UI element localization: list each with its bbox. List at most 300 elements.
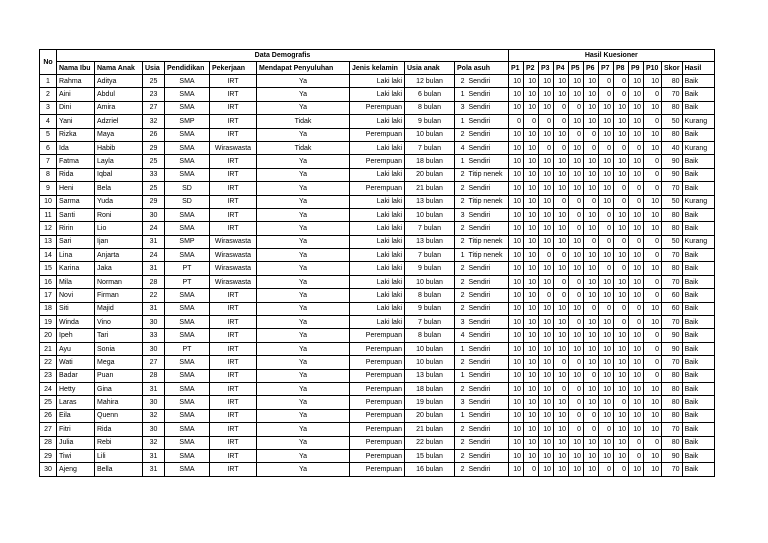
cell-p2: 10 (524, 316, 539, 329)
cell-p7: 10 (599, 316, 614, 329)
col-p9: P9 (629, 62, 644, 75)
cell-p4: 10 (554, 182, 569, 195)
cell-p8: 0 (614, 182, 629, 195)
cell-p5: 0 (569, 396, 584, 409)
cell-no: 10 (40, 195, 57, 208)
cell-p6: 10 (584, 316, 599, 329)
cell-pola-asuh: Titip nenek (467, 249, 509, 262)
cell-p9: 0 (629, 141, 644, 154)
cell-pendidikan: SMA (165, 423, 210, 436)
cell-nama-anak: Anjarta (95, 249, 143, 262)
table-row (40, 208, 715, 221)
cell-p4: 10 (554, 396, 569, 409)
cell-p3: 10 (539, 155, 554, 168)
cell-no: 2 (40, 88, 57, 101)
cell-pola-asuh-kode: 2 (455, 463, 467, 476)
cell-pekerjaan: IRT (210, 409, 257, 422)
cell-p2: 10 (524, 141, 539, 154)
cell-nama-anak: Norman (95, 275, 143, 288)
cell-pendidikan: SMA (165, 88, 210, 101)
cell-penyuluhan: Ya (257, 128, 350, 141)
cell-p7: 0 (599, 235, 614, 248)
cell-p2: 10 (524, 382, 539, 395)
cell-p9: 10 (629, 101, 644, 114)
cell-p7: 10 (599, 195, 614, 208)
cell-p8: 10 (614, 128, 629, 141)
cell-hasil: Kurang (682, 195, 714, 208)
cell-usia: 31 (143, 302, 165, 315)
cell-p8: 10 (614, 449, 629, 462)
cell-p8: 10 (614, 168, 629, 181)
cell-p1: 10 (509, 382, 524, 395)
cell-p3: 10 (539, 369, 554, 382)
cell-skor: 70 (662, 88, 683, 101)
cell-penyuluhan: Ya (257, 409, 350, 422)
cell-p6: 10 (584, 222, 599, 235)
cell-nama-ibu: Eila (57, 409, 95, 422)
cell-p8: 10 (614, 275, 629, 288)
cell-nama-anak: Tari (95, 329, 143, 342)
cell-p6: 10 (584, 289, 599, 302)
cell-usia-anak: 18 bulan (405, 155, 455, 168)
cell-no: 28 (40, 436, 57, 449)
cell-hasil: Baik (682, 342, 714, 355)
cell-hasil: Baik (682, 182, 714, 195)
cell-p6: 0 (584, 302, 599, 315)
cell-hasil: Baik (682, 262, 714, 275)
cell-p3: 10 (539, 195, 554, 208)
cell-skor: 80 (662, 409, 683, 422)
cell-no: 22 (40, 356, 57, 369)
cell-p4: 10 (554, 262, 569, 275)
spreadsheet (39, 49, 715, 477)
cell-p4: 10 (554, 168, 569, 181)
cell-pola-asuh: Sendiri (467, 449, 509, 462)
cell-nama-anak: Mega (95, 356, 143, 369)
cell-pendidikan: PT (165, 275, 210, 288)
cell-pendidikan: SMA (165, 249, 210, 262)
cell-pola-asuh: Sendiri (467, 222, 509, 235)
cell-nama-anak: Habib (95, 141, 143, 154)
cell-pendidikan: SMA (165, 141, 210, 154)
cell-usia-anak: 16 bulan (405, 463, 455, 476)
table-row (40, 316, 715, 329)
cell-jenis-kelamin: Perempuan (350, 396, 405, 409)
cell-skor: 70 (662, 182, 683, 195)
cell-p5: 0 (569, 222, 584, 235)
cell-p1: 10 (509, 222, 524, 235)
cell-p8: 10 (614, 115, 629, 128)
cell-p2: 10 (524, 275, 539, 288)
cell-p10: 0 (644, 168, 662, 181)
cell-p9: 10 (629, 382, 644, 395)
cell-pola-asuh: Sendiri (467, 369, 509, 382)
cell-skor: 70 (662, 249, 683, 262)
cell-p8: 0 (614, 316, 629, 329)
cell-pola-asuh: Sendiri (467, 262, 509, 275)
cell-usia: 25 (143, 155, 165, 168)
table-row (40, 396, 715, 409)
cell-no: 11 (40, 208, 57, 221)
cell-jenis-kelamin: Laki laki (350, 275, 405, 288)
cell-no: 18 (40, 302, 57, 315)
cell-pekerjaan: Wiraswasta (210, 235, 257, 248)
cell-p6: 10 (584, 249, 599, 262)
table-row (40, 409, 715, 422)
cell-pola-asuh-kode: 2 (455, 289, 467, 302)
cell-usia: 32 (143, 115, 165, 128)
cell-p4: 10 (554, 449, 569, 462)
cell-p10: 0 (644, 115, 662, 128)
cell-pola-asuh: Sendiri (467, 396, 509, 409)
cell-pendidikan: SMA (165, 396, 210, 409)
cell-p9: 0 (629, 436, 644, 449)
cell-no: 21 (40, 342, 57, 355)
cell-pekerjaan: IRT (210, 168, 257, 181)
cell-pekerjaan: Wiraswasta (210, 249, 257, 262)
cell-p4: 0 (554, 289, 569, 302)
cell-pola-asuh-kode: 3 (455, 396, 467, 409)
cell-p1: 10 (509, 88, 524, 101)
cell-usia: 27 (143, 101, 165, 114)
cell-p1: 0 (509, 115, 524, 128)
cell-usia-anak: 9 bulan (405, 302, 455, 315)
cell-p6: 10 (584, 208, 599, 221)
cell-p3: 10 (539, 182, 554, 195)
cell-pekerjaan: Wiraswasta (210, 262, 257, 275)
cell-p4: 10 (554, 128, 569, 141)
header-row-2 (40, 62, 715, 75)
table-row (40, 356, 715, 369)
cell-pola-asuh-kode: 2 (455, 128, 467, 141)
cell-p10: 0 (644, 275, 662, 288)
cell-nama-ibu: Lina (57, 249, 95, 262)
cell-jenis-kelamin: Perempuan (350, 436, 405, 449)
cell-skor: 80 (662, 222, 683, 235)
table-row (40, 289, 715, 302)
cell-p2: 10 (524, 289, 539, 302)
cell-p8: 10 (614, 329, 629, 342)
cell-pola-asuh-kode: 1 (455, 115, 467, 128)
cell-p3: 10 (539, 302, 554, 315)
cell-p1: 10 (509, 235, 524, 248)
cell-skor: 90 (662, 155, 683, 168)
col-skor: Skor (662, 62, 683, 75)
cell-usia-anak: 10 bulan (405, 342, 455, 355)
cell-p5: 10 (569, 141, 584, 154)
cell-p4: 10 (554, 436, 569, 449)
cell-pola-asuh-kode: 2 (455, 262, 467, 275)
cell-pola-asuh: Sendiri (467, 141, 509, 154)
cell-p1: 10 (509, 436, 524, 449)
cell-pola-asuh-kode: 3 (455, 316, 467, 329)
cell-p3: 10 (539, 88, 554, 101)
cell-pola-asuh: Sendiri (467, 436, 509, 449)
cell-p7: 10 (599, 128, 614, 141)
cell-p6: 10 (584, 115, 599, 128)
cell-penyuluhan: Ya (257, 423, 350, 436)
cell-nama-anak: Gina (95, 382, 143, 395)
cell-no: 16 (40, 275, 57, 288)
cell-pekerjaan: IRT (210, 208, 257, 221)
cell-nama-anak: Roni (95, 208, 143, 221)
cell-penyuluhan: Ya (257, 101, 350, 114)
cell-p6: 10 (584, 449, 599, 462)
cell-p10: 10 (644, 316, 662, 329)
cell-p7: 10 (599, 168, 614, 181)
cell-penyuluhan: Ya (257, 168, 350, 181)
table-row (40, 155, 715, 168)
header-data-demografis: Data Demografis (57, 50, 509, 62)
cell-p2: 0 (524, 463, 539, 476)
cell-no: 19 (40, 316, 57, 329)
cell-pola-asuh-kode: 2 (455, 423, 467, 436)
cell-p9: 10 (629, 128, 644, 141)
cell-no: 1 (40, 75, 57, 88)
cell-p6: 0 (584, 235, 599, 248)
cell-pola-asuh: Sendiri (467, 182, 509, 195)
cell-p3: 10 (539, 423, 554, 436)
cell-pekerjaan: IRT (210, 128, 257, 141)
table-body (40, 75, 715, 477)
cell-jenis-kelamin: Laki laki (350, 141, 405, 154)
cell-hasil: Baik (682, 423, 714, 436)
cell-hasil: Kurang (682, 115, 714, 128)
cell-p7: 0 (599, 141, 614, 154)
cell-p2: 10 (524, 128, 539, 141)
cell-penyuluhan: Ya (257, 356, 350, 369)
cell-usia-anak: 9 bulan (405, 262, 455, 275)
cell-p4: 10 (554, 423, 569, 436)
cell-pola-asuh: Sendiri (467, 128, 509, 141)
cell-penyuluhan: Ya (257, 222, 350, 235)
col-p8: P8 (614, 62, 629, 75)
cell-jenis-kelamin: Laki laki (350, 75, 405, 88)
cell-nama-ibu: Karina (57, 262, 95, 275)
cell-pola-asuh: Sendiri (467, 275, 509, 288)
cell-penyuluhan: Ya (257, 155, 350, 168)
cell-p3: 10 (539, 449, 554, 462)
cell-usia-anak: 12 bulan (405, 75, 455, 88)
cell-nama-ibu: Ida (57, 141, 95, 154)
cell-p7: 0 (599, 423, 614, 436)
cell-nama-anak: Jaka (95, 262, 143, 275)
cell-p4: 10 (554, 369, 569, 382)
cell-skor: 70 (662, 463, 683, 476)
cell-p3: 0 (539, 289, 554, 302)
col-p5: P5 (569, 62, 584, 75)
cell-p9: 0 (629, 235, 644, 248)
cell-p10: 10 (644, 396, 662, 409)
cell-skor: 80 (662, 396, 683, 409)
cell-pola-asuh: Sendiri (467, 463, 509, 476)
cell-nama-anak: Sonia (95, 342, 143, 355)
cell-hasil: Baik (682, 396, 714, 409)
cell-p1: 10 (509, 141, 524, 154)
cell-pendidikan: SMP (165, 115, 210, 128)
cell-no: 30 (40, 463, 57, 476)
cell-pola-asuh-kode: 4 (455, 329, 467, 342)
cell-nama-anak: Bela (95, 182, 143, 195)
cell-usia-anak: 9 bulan (405, 115, 455, 128)
cell-no: 4 (40, 115, 57, 128)
col-usia: Usia (143, 62, 165, 75)
cell-usia: 30 (143, 423, 165, 436)
cell-p6: 10 (584, 436, 599, 449)
cell-pendidikan: PT (165, 342, 210, 355)
cell-p9: 10 (629, 356, 644, 369)
cell-p7: 10 (599, 449, 614, 462)
cell-p2: 10 (524, 436, 539, 449)
cell-p10: 10 (644, 262, 662, 275)
cell-p4: 10 (554, 302, 569, 315)
cell-p8: 10 (614, 101, 629, 114)
cell-no: 29 (40, 449, 57, 462)
cell-no: 23 (40, 369, 57, 382)
cell-usia-anak: 22 bulan (405, 436, 455, 449)
cell-usia-anak: 7 bulan (405, 141, 455, 154)
cell-skor: 70 (662, 275, 683, 288)
cell-jenis-kelamin: Perempuan (350, 423, 405, 436)
cell-p4: 0 (554, 275, 569, 288)
cell-pendidikan: SMA (165, 463, 210, 476)
cell-hasil: Baik (682, 155, 714, 168)
cell-jenis-kelamin: Perempuan (350, 356, 405, 369)
cell-p7: 10 (599, 275, 614, 288)
cell-p6: 10 (584, 396, 599, 409)
cell-p2: 10 (524, 75, 539, 88)
cell-nama-ibu: Yani (57, 115, 95, 128)
cell-p5: 10 (569, 235, 584, 248)
cell-pola-asuh-kode: 2 (455, 275, 467, 288)
cell-p1: 10 (509, 423, 524, 436)
cell-hasil: Baik (682, 75, 714, 88)
cell-p5: 0 (569, 316, 584, 329)
cell-skor: 70 (662, 316, 683, 329)
cell-jenis-kelamin: Perempuan (350, 463, 405, 476)
cell-p3: 0 (539, 115, 554, 128)
cell-p7: 0 (599, 222, 614, 235)
cell-pekerjaan: Wiraswasta (210, 141, 257, 154)
cell-p4: 10 (554, 155, 569, 168)
cell-p1: 10 (509, 262, 524, 275)
cell-hasil: Kurang (682, 141, 714, 154)
cell-pendidikan: SMA (165, 289, 210, 302)
cell-p2: 10 (524, 155, 539, 168)
cell-nama-anak: Yuda (95, 195, 143, 208)
cell-usia: 31 (143, 449, 165, 462)
cell-usia: 26 (143, 128, 165, 141)
cell-pola-asuh-kode: 1 (455, 249, 467, 262)
table-row (40, 75, 715, 88)
cell-p8: 10 (614, 423, 629, 436)
cell-pendidikan: SMA (165, 409, 210, 422)
cell-p3: 10 (539, 262, 554, 275)
cell-p6: 0 (584, 423, 599, 436)
cell-no: 17 (40, 289, 57, 302)
cell-p1: 10 (509, 369, 524, 382)
cell-pekerjaan: IRT (210, 222, 257, 235)
cell-hasil: Baik (682, 449, 714, 462)
cell-no: 15 (40, 262, 57, 275)
cell-p10: 0 (644, 436, 662, 449)
cell-no: 20 (40, 329, 57, 342)
cell-pola-asuh-kode: 2 (455, 356, 467, 369)
col-p2: P2 (524, 62, 539, 75)
cell-nama-ibu: Mila (57, 275, 95, 288)
cell-jenis-kelamin: Perempuan (350, 449, 405, 462)
cell-pola-asuh-kode: 1 (455, 155, 467, 168)
cell-usia: 25 (143, 182, 165, 195)
cell-p5: 10 (569, 436, 584, 449)
cell-pendidikan: SMP (165, 235, 210, 248)
cell-p2: 10 (524, 356, 539, 369)
cell-p4: 10 (554, 88, 569, 101)
cell-hasil: Baik (682, 289, 714, 302)
cell-usia-anak: 7 bulan (405, 316, 455, 329)
cell-p8: 10 (614, 369, 629, 382)
cell-pendidikan: SMA (165, 302, 210, 315)
cell-p10: 10 (644, 222, 662, 235)
col-jenis-kelamin: Jenis kelamin (350, 62, 405, 75)
table-row (40, 195, 715, 208)
cell-p7: 0 (599, 75, 614, 88)
cell-usia: 25 (143, 75, 165, 88)
cell-pola-asuh-kode: 2 (455, 382, 467, 395)
col-hasil: Hasil (682, 62, 714, 75)
cell-nama-anak: Majid (95, 302, 143, 315)
cell-nama-ibu: Heni (57, 182, 95, 195)
cell-p4: 0 (554, 249, 569, 262)
col-p3: P3 (539, 62, 554, 75)
cell-p2: 10 (524, 88, 539, 101)
cell-nama-ibu: Santi (57, 208, 95, 221)
table-row (40, 101, 715, 114)
cell-pola-asuh: Sendiri (467, 208, 509, 221)
cell-no: 24 (40, 382, 57, 395)
cell-p4: 10 (554, 222, 569, 235)
cell-p10: 0 (644, 342, 662, 355)
cell-p10: 10 (644, 463, 662, 476)
cell-p9: 10 (629, 396, 644, 409)
header-no: No (40, 50, 57, 75)
cell-pekerjaan: IRT (210, 396, 257, 409)
cell-nama-ibu: Laras (57, 396, 95, 409)
cell-pendidikan: SD (165, 195, 210, 208)
cell-p7: 0 (599, 208, 614, 221)
cell-skor: 80 (662, 262, 683, 275)
cell-hasil: Baik (682, 222, 714, 235)
cell-p10: 10 (644, 101, 662, 114)
cell-p5: 0 (569, 423, 584, 436)
cell-p7: 0 (599, 262, 614, 275)
table-row (40, 249, 715, 262)
data-table (39, 49, 715, 477)
cell-pendidikan: SMA (165, 329, 210, 342)
cell-usia-anak: 15 bulan (405, 449, 455, 462)
cell-nama-anak: Firman (95, 289, 143, 302)
cell-jenis-kelamin: Laki laki (350, 235, 405, 248)
cell-p5: 10 (569, 88, 584, 101)
cell-p9: 0 (629, 195, 644, 208)
cell-p8: 0 (614, 463, 629, 476)
col-p1: P1 (509, 62, 524, 75)
cell-p5: 0 (569, 208, 584, 221)
cell-p3: 10 (539, 409, 554, 422)
cell-p2: 10 (524, 168, 539, 181)
cell-p6: 10 (584, 382, 599, 395)
cell-pendidikan: SMA (165, 168, 210, 181)
